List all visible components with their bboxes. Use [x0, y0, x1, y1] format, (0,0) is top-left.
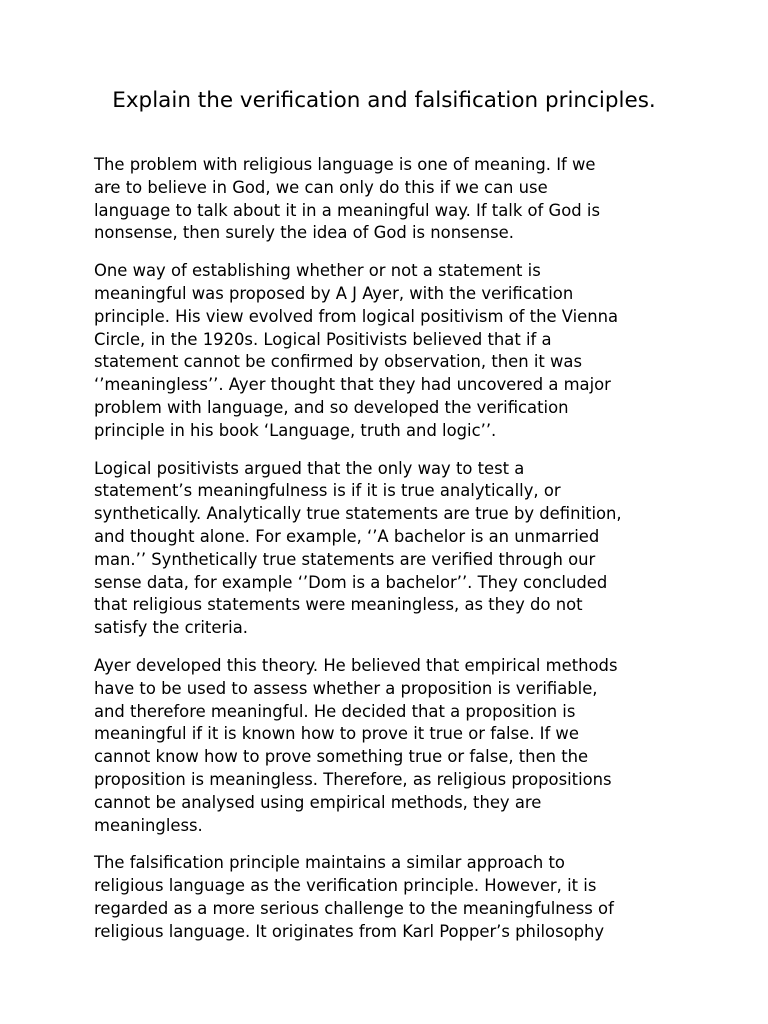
- paragraph: One way of establishing whether or not a statement is meaningful was proposed by A J Ayer, with the verification principle. His view evolved from logical positivism of the Vienna Circle, in the 1920s. Logical Positivists believed that if a statement cannot be confirmed by observation, then it was ‘’meaningless’’. Ayer thought that they had uncovered a major problem with language, and so developed the verification principle in his book ‘Language, truth and logic’’.: [94, 261, 619, 440]
- paragraph: The falsification principle maintains a similar approach to religious language as the verification principle. However, it is regarded as a more serious challenge to the meaningfulness of religious language. It originates from Karl Popper’s philosophy: [94, 853, 614, 941]
- paragraph: Logical positivists argued that the only way to test a statement’s meaningfulness is if it is true analytically, or synthetically. Analytically true statements are true by definition, and thought alone. For example, ‘’A bachelor is an unmarried man.’’ Synthetically true statements are verified through our sense data, for example ‘’Dom is a bachelor’’. They concluded that religious statements were meaningless, as they do not satisfy the criteria.: [94, 458, 622, 638]
- paragraph: The problem with religious language is one of meaning. If we are to believe in God, we can only do this if we can use language to talk about it in a meaningful way. If talk of God is nonsense, then surely the idea of God is nonsense.: [94, 155, 600, 243]
- document-body: [94, 154, 694, 959]
- paragraph: Ayer developed this theory. He believed that empirical methods have to be used to assess whether a proposition is verifiable, and therefore meaningful. He decided that a proposition is meaningful if it is known how to prove it true or false. If we cannot know how to prove something true or false, then the proposition is meaningless. Therefore, as religious propositions cannot be analysed using empirical methods, they are meaningless.: [94, 655, 618, 835]
- document-title: Explain the verification and falsification principles.: [112, 88, 656, 113]
